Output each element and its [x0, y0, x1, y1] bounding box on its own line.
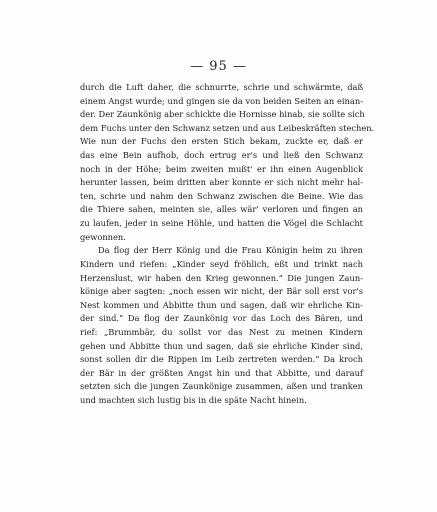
text-line: setzten sich die jungen Zaunkönige zusammen, aßen und tranken — [80, 381, 363, 392]
text-line: noch in der Höhe; beim zweiten mußt' er ihn einen Augenblick — [80, 163, 363, 174]
text-line: ten, schrie und nahm den Schwanz zwischen die Beine. Wie das — [80, 190, 363, 201]
text-line: gewonnen. — [80, 231, 126, 242]
text-line: durch die Luft daher, die schnurrte, schrie und schwärmte, daß — [80, 82, 363, 92]
text-line: das eine Bein aufhob, doch ertrug er's und ließ den Schwanz — [80, 150, 363, 161]
text-line: rief: „Brummbär, du sollst vor das Nest zu meinen Kindern — [80, 326, 363, 337]
page-number: — 95 — — [190, 59, 247, 74]
text-line: der. Der Zaunkönig aber schickte die Hornisse hinab, sie sollte sich — [80, 109, 365, 120]
text-line: Kindern und riefen: „Kinder seyd fröhlich, eßt und trinkt nach — [80, 258, 363, 269]
text-line: Da flog der Herr König und die Frau Königin heim zu ihren — [98, 245, 363, 256]
text-line: der sind.“ Da flog der Zaunkönig vor das Loch des Bären, und — [80, 313, 363, 324]
text-line: herunter lassen, beim dritten aber konnte er sich nicht mehr hal- — [80, 177, 363, 188]
text-line: Wie nun der Fuchs den ersten Stich bekam, zuckte er, daß er — [80, 136, 363, 147]
text-line: einem Angst wurde; und gingen sie da von beiden Seiten an einan- — [80, 95, 363, 106]
text-line: zu laufen, jeder in seine Höhle, und hatten die Vögel die Schlacht — [80, 218, 363, 229]
text-line: könige aber sagten: „noch essen wir nicht, der Bär soll erst vor's — [80, 286, 363, 297]
text-line: gehen und Abbitte thun und sagen, daß sie ehrliche Kinder sind, — [80, 340, 363, 351]
text-line: dem Fuchs unter den Schwanz setzen und aus Leibeskräften stechen. — [80, 122, 375, 133]
text-line: Herzenslust, wir haben den Krieg gewonnen.“ Die jungen Zaun- — [80, 272, 363, 283]
text-line: der Bär in der größten Angst hin und that Abbitte, und darauf — [80, 367, 363, 378]
text-line: sonst sollen dir die Rippen im Leib zertreten werden.“ Da kroch — [80, 354, 363, 365]
text-line: und machten sich lustig bis in die späte Nacht hinein. — [80, 395, 307, 406]
text-line: Nest kommen und Abbitte thun und sagen, daß wir ehrliche Kin- — [80, 299, 363, 310]
text-line: die Thiere sahen, meinten sie, alles wär' verloren und fingen an — [80, 204, 363, 215]
body-text — [80, 81, 375, 408]
